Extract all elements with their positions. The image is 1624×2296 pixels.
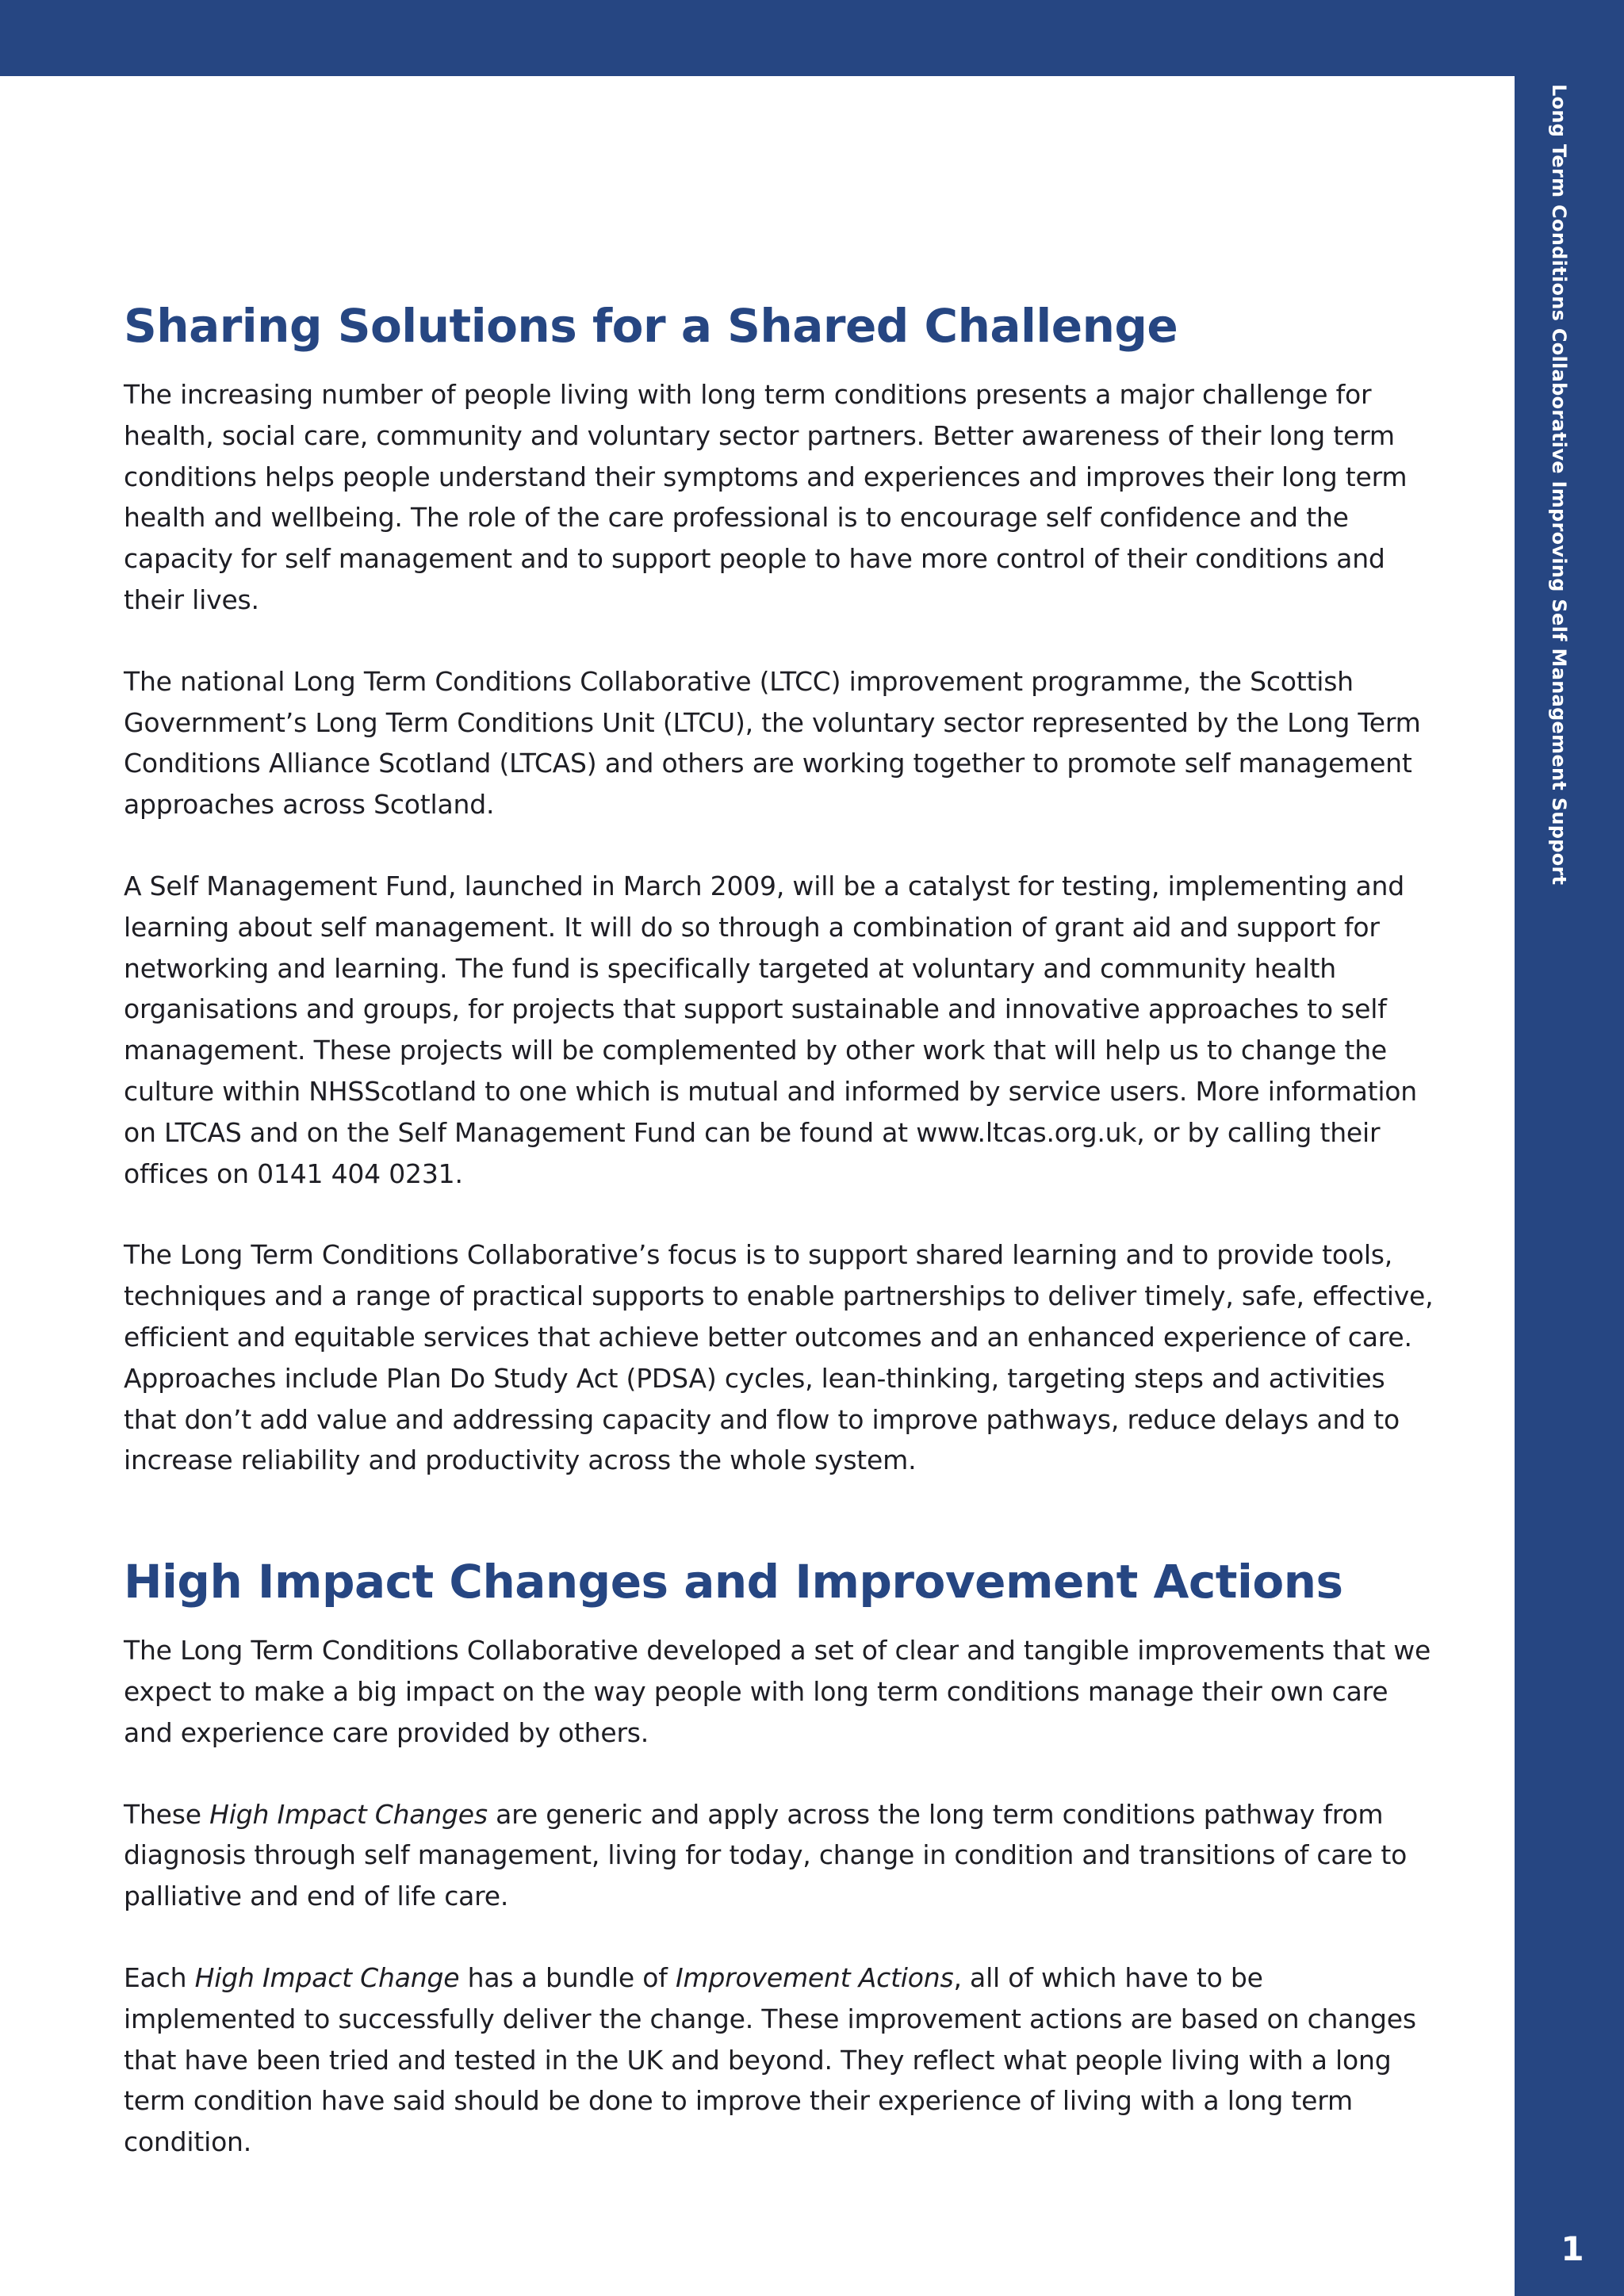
section-heading-high-impact-changes: High Impact Changes and Improvement Actions — [124, 1555, 1343, 1609]
side-banner-title: Long Term Conditions Collaborative Improving Self Management Support — [1548, 84, 1570, 886]
ia-text-b: has a bundle of — [459, 1961, 676, 1993]
top-banner — [0, 0, 1624, 76]
fund-text-end: , or by calling their offices on 0141 404 0231. — [124, 1116, 1381, 1189]
paragraph-high-impact-changes — [124, 1794, 1440, 1917]
ia-text-a: Each — [124, 1961, 195, 1993]
paragraph-tangible-improvements: The Long Term Conditions Collaborative developed a set of clear and tangible improvements that we expect to make a big impact on the way people with long term conditions manage their own care and experience care provided by others. — [124, 1635, 1431, 1748]
hic-emphasis: High Impact Changes — [209, 1798, 488, 1830]
main-content — [124, 298, 1440, 2163]
fund-text-start: A Self Management Fund, launched in March 2009, will be a catalyst for testing, implementing and learning about self management. It will do so through a combination of grant aid and support for networking and learning. The fund is specifically targeted at voluntary and community health organisations and groups, for projects that support sustainable and innovative approaches to self management. These projects will be complemented by other work that will help us to change the culture within NHSScotland to one which is mutual and informed by service users. More information on LTCAS and on the Self Management Fund can be found at — [124, 870, 1418, 1148]
ia-text-c: , all of which have to be implemented to successfully deliver the change. These improvement actions are based on changes that have been tried and tested in the UK and beyond. They reflect what people living with a long term condition have said should be done to improve their experience of living with a long term condition. — [124, 1961, 1416, 2158]
page-number: 1 — [1561, 2229, 1584, 2268]
paragraph-long-term-conditions-challenge: The increasing number of people living with long term conditions presents a major challenge for health, social care, community and voluntary sector partners. Better awareness of their long term conditions helps people understand their symptoms and experiences and improves their long term health and wellbeing. The role of the care professional is to encourage self confidence and the capacity for self management and to support people to have more control of their conditions and their lives. — [124, 379, 1408, 615]
ltcas-website-link[interactable]: www.ltcas.org.uk — [916, 1116, 1137, 1148]
paragraph-collaborative-focus: The Long Term Conditions Collaborative’s focus is to support shared learning and to provide tools, techniques and a range of practical supports to enable partnerships to deliver timely, safe, effective, efficient and equitable services that achieve better outcomes and an enhanced experience of care. Approaches include Plan Do Study Act (PDSA) cycles, lean-thinking, targeting steps and activities that don’t add value and addressing capacity and flow to improve pathways, reduce delays and to increase reliability and productivity across the whole system. — [124, 1239, 1434, 1476]
hic-text-start: These — [124, 1798, 210, 1830]
paragraph-self-management-fund — [124, 866, 1440, 1194]
ia-emphasis-actions: Improvement Actions — [675, 1961, 954, 1993]
ia-emphasis-change: High Impact Change — [194, 1961, 460, 1993]
section-heading-sharing-solutions: Sharing Solutions for a Shared Challenge — [124, 299, 1178, 353]
paragraph-national-collaborative: The national Long Term Conditions Collaborative (LTCC) improvement programme, the Scottish Government’s Long Term Conditions Unit (LTCU), the voluntary sector represented by the Long Term Conditions Alliance Scotland (LTCAS) and others are working together to promote self management approaches across Scotland. — [124, 665, 1421, 821]
hic-text-end: are generic and apply across the long term conditions pathway from diagnosis through self management, living for today, change in condition and transitions of care to palliative and end of life care. — [124, 1798, 1408, 1912]
paragraph-improvement-actions — [124, 1957, 1440, 2163]
